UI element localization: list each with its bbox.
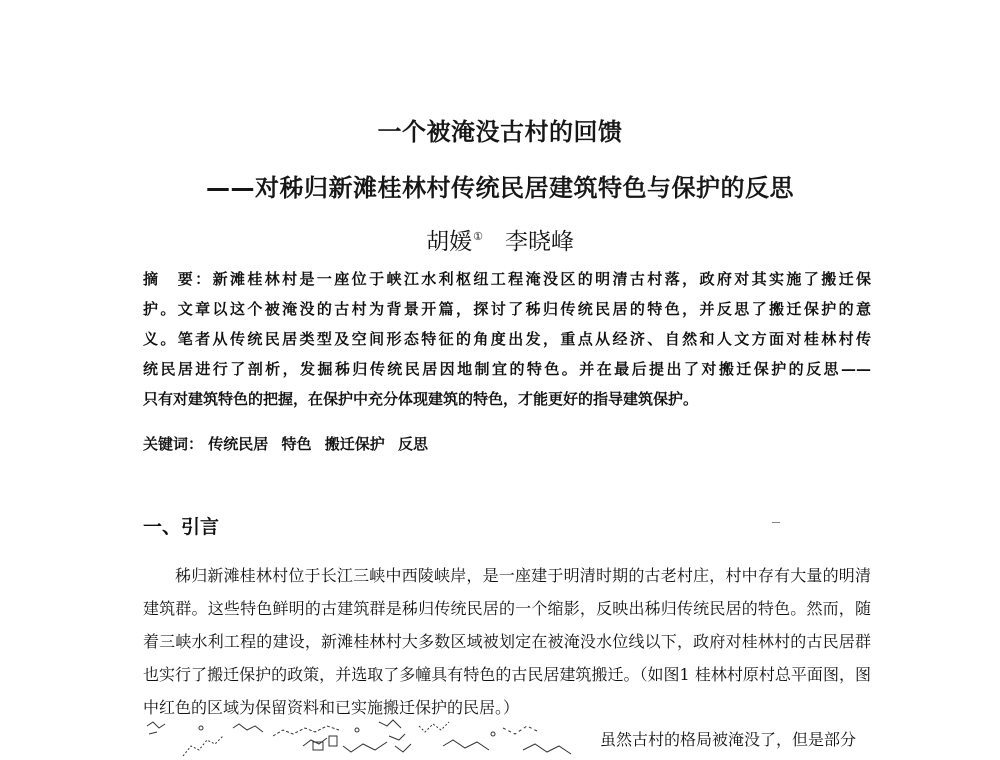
stray-mark	[772, 522, 780, 523]
author-1	[426, 223, 483, 256]
abstract-line-3: 义。笔者从传统民居类型及空间形态特征的角度出发，重点从经济、自然和人文方面对桂林村传	[143, 330, 871, 348]
keywords	[143, 433, 436, 454]
author-2-name: 李晓峰	[504, 229, 574, 255]
body-wrap-text: 虽然古村的格局被淹没了，但是部分	[600, 730, 857, 749]
site-plan-figure	[143, 716, 583, 760]
abstract-line-2: 护。文章以这个被淹没的古村为背景开篇，探讨了秭归传统民居的特色，并反思了搬迁保护的意	[143, 300, 871, 318]
paper-title: 一个被淹没古村的回馈	[377, 118, 623, 146]
keyword-item: 搬迁保护	[324, 435, 385, 453]
abstract-label: 摘 要：	[143, 270, 213, 288]
paper-subtitle: ——对秭归新滩桂林村传统民居建筑特色与保护的反思	[206, 174, 794, 202]
author-2	[505, 223, 574, 256]
abstract-line-5: 只有对建筑特色的把握，在保护中充分体现建筑的特色，才能更好的指导建筑保护。	[143, 390, 699, 408]
body-paragraph: 秭归新滩桂林村位于长江三峡中西陵峡岸，是一座建于明清时期的古老村庄，村中存有大量的明清建筑群。这些特色鲜明的古建筑群是秭归传统民居的一个缩影，反映出秭归传统民居的特色。然而，随着三峡水利工程的建设，新滩桂林村大多数区域被划定在被淹没水位线以下，政府对桂林村的古民居群也实行了搬迁保护的政策，并选取了多幢具有特色的古民居建筑搬迁。（如图1 桂林村原村总平面图，图中红色的区域为保留资料和已实施搬迁保护的民居。）	[143, 566, 871, 717]
keywords-label: 关键词：	[143, 435, 204, 453]
keyword-item: 传统民居	[208, 435, 269, 453]
keyword-item: 反思	[398, 435, 429, 453]
section-heading: 一、引言	[143, 516, 220, 538]
abstract-line-4: 统民居进行了剖析，发掘秭归传统民居因地制宜的特色。并在最后提出了对搬迁保护的反思——	[143, 360, 871, 378]
author-1-footnote-mark[interactable]: ①	[473, 230, 483, 244]
abstract	[143, 264, 871, 414]
keyword-item: 特色	[281, 435, 312, 453]
author-1-name: 胡媛	[426, 229, 473, 255]
abstract-line	[143, 264, 871, 294]
author-list	[0, 223, 1000, 256]
abstract-line-1: 新滩桂林村是一座位于峡江水利枢纽工程淹没区的明清古村落，政府对其实施了搬迁保	[212, 270, 871, 288]
